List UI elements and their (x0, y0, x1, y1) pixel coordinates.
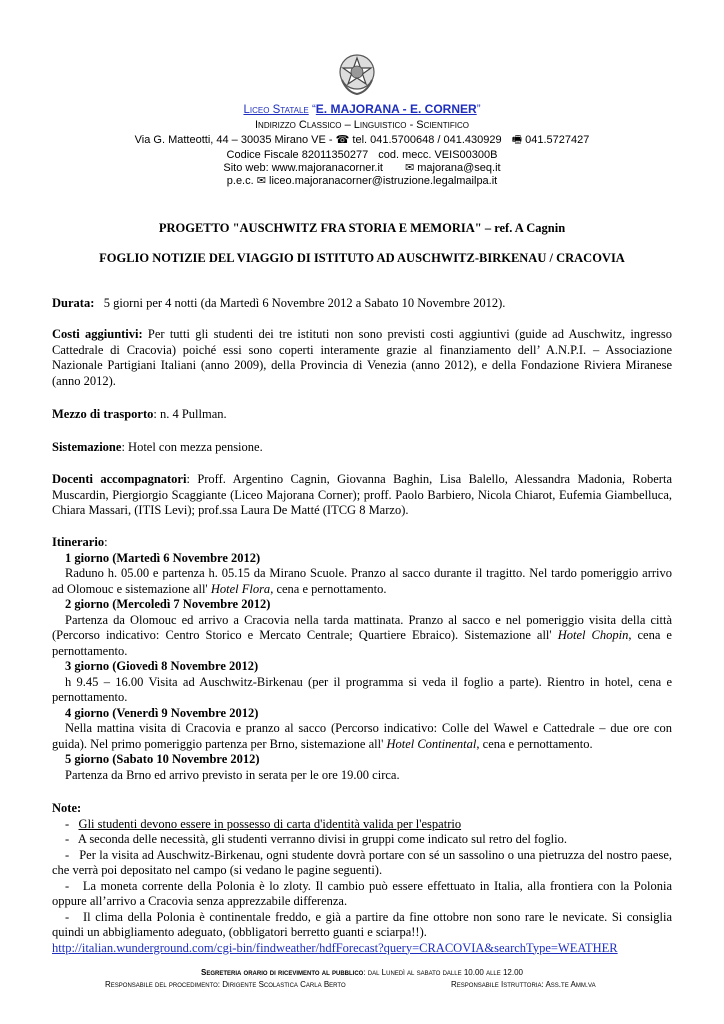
mail-icon: ✉ (404, 162, 415, 174)
note-item (52, 832, 672, 848)
mail-icon: ✉ (256, 175, 266, 187)
pec-email[interactable]: liceo.majoranacorner@istruzione.legalmailpa.it (269, 175, 498, 187)
note-dash: - (65, 832, 70, 846)
email[interactable]: majorana@seq.it (417, 162, 501, 174)
note-dash: - (65, 816, 70, 831)
responsible-instruction: Responsabile Istruttoria: Ass.te Amm.va (451, 980, 596, 989)
school-name-line: Liceo Statale “E. MAJORANA - E. CORNER” (243, 102, 481, 116)
day-text-a: Nella mattina visita di Cracovia e pranzo al sacco (Percorso indicativo: Colle del Wawel e Cattedrale – due ore con guida). Nel primo pomeriggio partenza per Brno, sistemazione all' (52, 721, 672, 751)
day-heading: 4 giorno (Venerdì 9 Novembre 2012) (65, 705, 259, 720)
fax-number: 041.5727427 (525, 134, 590, 146)
project-title: PROGETTO "AUSCHWITZ FRA STORIA E MEMORIA" – ref. A Cagnin (158, 221, 566, 235)
phone-numbers: tel. 041.5700648 / 041.430929 (352, 134, 502, 146)
mecc-code: cod. mecc. VEIS00300B (378, 149, 498, 161)
note-item (52, 817, 672, 833)
costi-label: Costi aggiuntivi: (52, 327, 143, 341)
address-line (0, 133, 724, 148)
day-heading: 2 giorno (Mercoledì 7 Novembre 2012) (65, 597, 271, 611)
note-text: Gli studenti devono essere in possesso di carta d'identità valida per l'espatrio (78, 816, 462, 831)
day-text-a: Partenza da Olomouc ed arrivo a Cracovia nella tarda mattinata. Pranzo al sacco e nel pomeriggio visita della città (Percorso indicativo: Centro Storico e Mercato Centrale; Quartiere Ebraico). Sistemazione all' (52, 612, 672, 642)
day-text-a: Raduno h. 05.00 e partenza h. 05.15 da Mirano Scuole. Pranzo al sacco durante il tragitto. Nel tardo pomeriggio arrivo ad Olomouc e sistemazione all' (52, 566, 672, 596)
hotel-name: Hotel Flora (210, 581, 271, 596)
sistemazione-label: Sistemazione (52, 440, 122, 454)
footer-office-hours (0, 968, 724, 977)
itinerario-colon: : (104, 535, 108, 549)
address: Via G. Matteotti, 44 – 30035 Mirano VE - (134, 134, 333, 146)
note-item (52, 848, 672, 879)
hotel-name: Hotel Chopin (557, 628, 629, 642)
address-type: Indirizzo Classico – Linguistico - Scientifico (255, 119, 469, 131)
phone-icon: ☎ (335, 134, 350, 146)
note-dash: - (65, 909, 70, 924)
note-text: Il clima della Polonia è continentale freddo, e già a partire da fine ottobre non sono rare le nevicate. Si consiglia quindi un abbigliamento adeguato, (obbligatori berretto guanti e sciarpa!!). (52, 909, 673, 939)
note-section (52, 801, 672, 956)
day-text-a: Partenza da Brno ed arrivo previsto in serata per le ore 19.00 circa. (65, 767, 400, 782)
day-text-a: h 9.45 – 16.00 Visita ad Auschwitz-Birkenau (per il programma si veda il foglio a parte). Rientro in hotel, cena e pernottamento. (52, 674, 672, 704)
day-heading: 5 giorno (Sabato 10 Novembre 2012) (65, 752, 260, 766)
docenti-label: Docenti accompagnatori (52, 472, 187, 486)
pec-label: p.e.c. (226, 175, 254, 187)
docenti-text: : Proff. Argentino Cagnin, Giovanna Baghin, Lisa Balello, Alessandra Madonia, Roberta Muscardin, Piergiorgio Scaggiante (Liceo Majorana Corner); proff. Paolo Barbiero, Nicola Chiarot, Eufemia Giambelluca, Chiara Massari, (ITIS Levi); prof.ssa Laura De Matté (ITCG 8 Marzo). (52, 472, 672, 517)
note-dash: - (65, 847, 70, 862)
sistemazione-text: : Hotel con mezza pensione. (121, 440, 263, 454)
day-heading: 3 giorno (Giovedì 8 Novembre 2012) (65, 659, 259, 673)
note-text: La moneta corrente della Polonia è lo zloty. Il cambio può essere effettuato in Italia, alla frontiera con la Polonia oppure all’arrivo a Cracovia senza apprezzabile differenza. (52, 878, 672, 908)
fax-icon: 🖷 (511, 134, 523, 146)
day-text (52, 566, 672, 597)
day-text-b: , cena e pernottamento. (270, 581, 387, 596)
costi-section (52, 327, 672, 389)
itinerario-section (52, 535, 672, 783)
document-subtitle: FOGLIO NOTIZIE DEL VIAGGIO DI ISTITUTO AD AUSCHWITZ-BIRKENAU / CRACOVIA (99, 251, 625, 265)
note-item (52, 910, 672, 941)
responsible-procedure: Responsabile del procedimento: Dirigente Scolastica Carla Berto (105, 980, 346, 989)
docenti-section (52, 472, 672, 519)
mezzo-section (52, 407, 672, 423)
durata-section (52, 296, 672, 312)
day-text-b: , cena e pernottamento. (52, 628, 672, 658)
school-name: E. MAJORANA - E. CORNER (315, 102, 477, 116)
office-hours: : dal Lunedì al sabato dalle 10.00 alle 12.00 (363, 968, 523, 977)
fiscal-code: Codice Fiscale 82011350277 (226, 149, 369, 161)
costi-text: Per tutti gli studenti dei tre istituti non sono previsti costi aggiuntivi (guide ad Auschwitz, ingresso Cattedrale di Cracovia) poiché essi sono coperti interamente grazie al finanziamento dell’ A.N.P.I. – Associazione Nazionale Partigiani Italiani (anno 2009), della Provincia di Venezia (anno 2012), e della Fondazione Riviera Miranese (anno 2012). (52, 327, 672, 388)
day-heading: 1 giorno (Martedì 6 Novembre 2012) (65, 550, 261, 565)
durata-text: 5 giorni per 4 notti (da Martedì 6 Novembre 2012 a Sabato 10 Novembre 2012). (103, 296, 506, 310)
day-text (52, 613, 672, 660)
note-item (52, 879, 672, 910)
office-label: Segreteria orario di ricevimento al pubblico (200, 968, 364, 977)
day-text-b: , cena e pernottamento. (476, 736, 593, 751)
hotel-name: Hotel Continental (386, 736, 477, 751)
school-prefix: Liceo Statale (243, 104, 309, 116)
day-text (52, 768, 672, 784)
weather-link[interactable]: http://italian.wunderground.com/cgi-bin/findweather/hdfForecast?query=CRACOVIA&searchType=WEATHER (52, 940, 618, 955)
durata-label: Durata: (52, 296, 95, 310)
republic-emblem-icon (337, 50, 377, 96)
website[interactable]: Sito web: www.majoranacorner.it (223, 162, 383, 174)
note-text: A seconda delle necessità, gli studenti verranno divisi in gruppi come indicato sul retro del foglio. (77, 832, 567, 846)
sistemazione-section (52, 440, 672, 456)
pec-line (0, 174, 724, 189)
note-dash: - (65, 878, 70, 893)
itinerario-label: Itinerario (52, 535, 105, 549)
mezzo-text: : n. 4 Pullman. (153, 407, 227, 421)
day-text (52, 675, 672, 706)
note-text: Per la visita ad Auschwitz-Birkenau, ogni studente dovrà portare con sé un sassolino o una pietruzza del nostro paese, che verrà poi depositato nel campo (si vedano le pagine seguenti). (52, 847, 673, 877)
day-text (52, 721, 672, 752)
note-label: Note: (52, 801, 82, 815)
mezzo-label: Mezzo di trasporto (52, 407, 154, 421)
